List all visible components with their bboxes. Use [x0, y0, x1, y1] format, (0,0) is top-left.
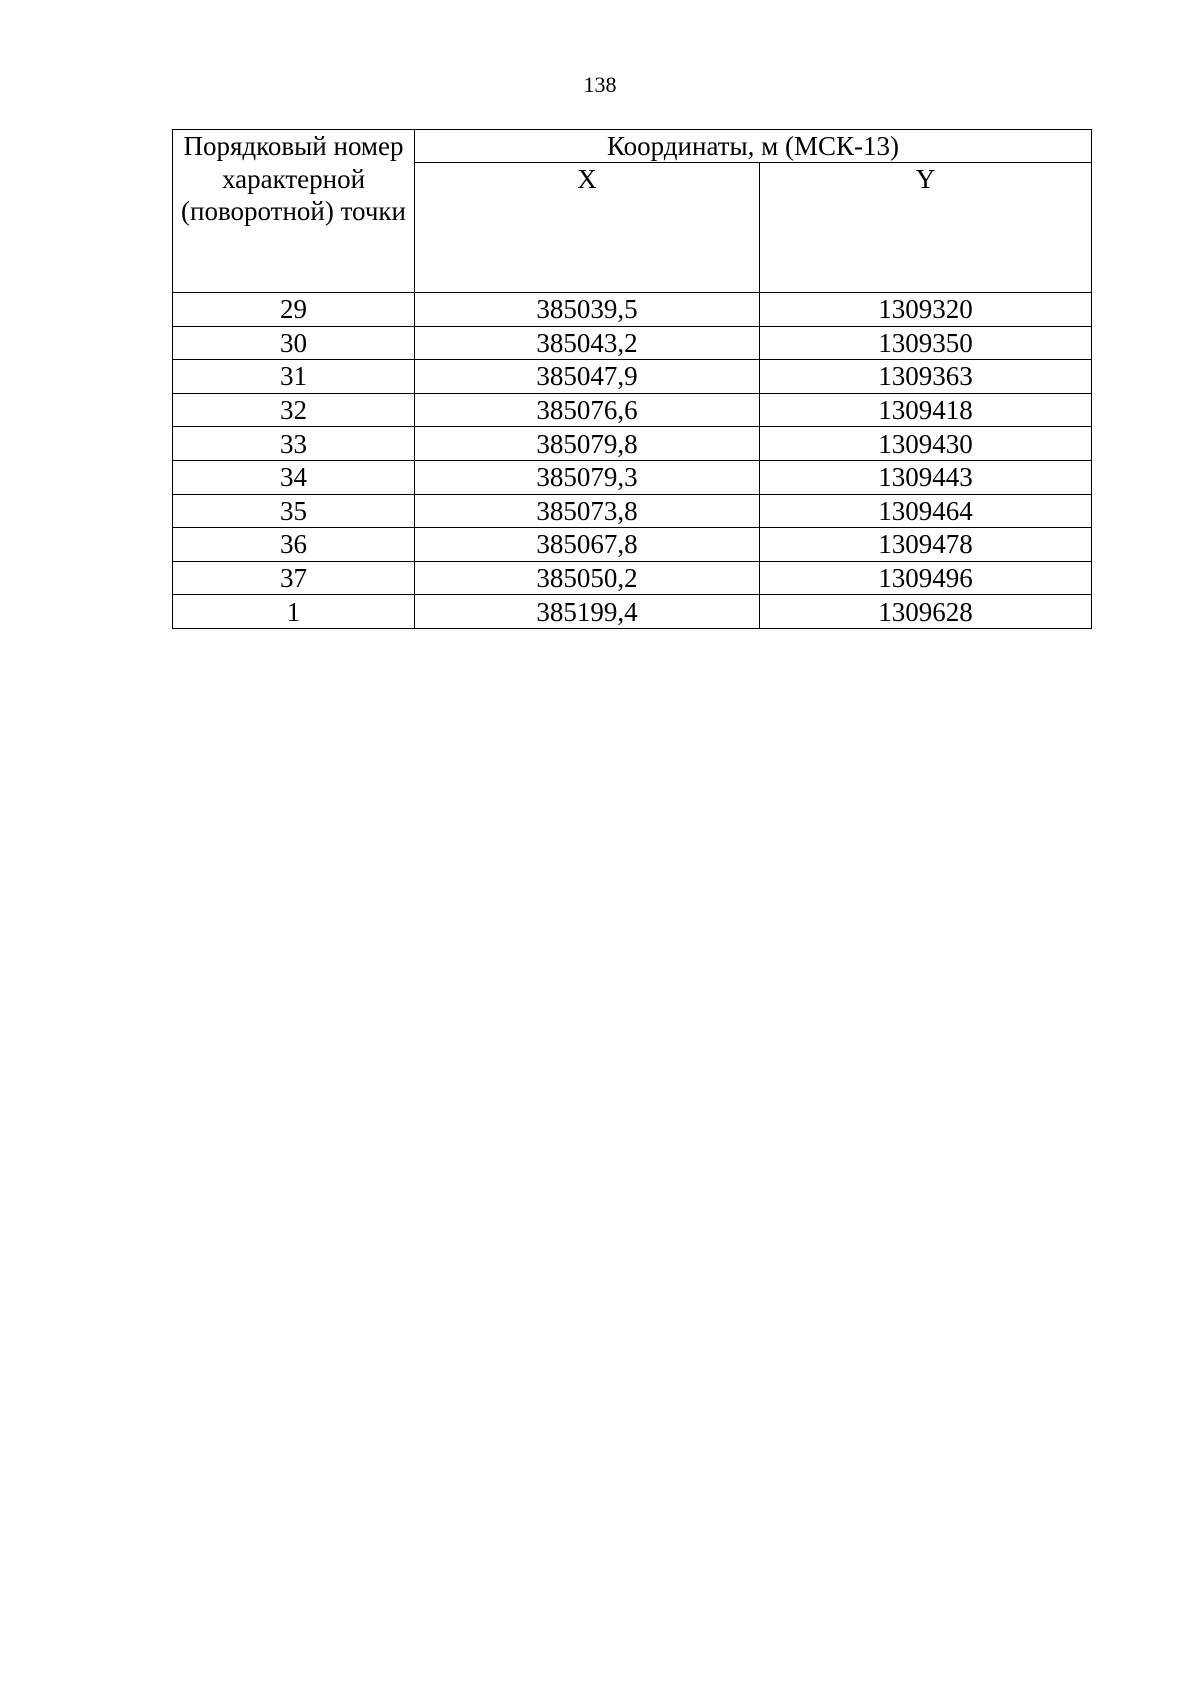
table-row: [173, 528, 1092, 562]
point-number-cell: 36: [173, 528, 415, 562]
x-coordinate-cell: 385043,2: [415, 326, 760, 360]
table-row: [173, 595, 1092, 629]
x-coordinate-cell: 385067,8: [415, 528, 760, 562]
y-coordinate-cell: 1309430: [760, 427, 1092, 461]
table-row: [173, 460, 1092, 494]
x-coordinate-cell: 385047,9: [415, 360, 760, 394]
y-coordinate-cell: 1309418: [760, 393, 1092, 427]
y-coordinate-cell: 1309478: [760, 528, 1092, 562]
point-number-cell: 34: [173, 460, 415, 494]
coordinates-table: [172, 129, 1092, 629]
x-coordinate-cell: 385039,5: [415, 293, 760, 327]
point-number-cell: 32: [173, 393, 415, 427]
y-coordinate-cell: 1309464: [760, 494, 1092, 528]
x-header: X: [415, 163, 760, 293]
y-coordinate-cell: 1309496: [760, 561, 1092, 595]
table-row: [173, 494, 1092, 528]
x-coordinate-cell: 385199,4: [415, 595, 760, 629]
point-number-cell: 33: [173, 427, 415, 461]
y-coordinate-cell: 1309628: [760, 595, 1092, 629]
table-row: [173, 293, 1092, 327]
point-number-cell: 37: [173, 561, 415, 595]
point-number-cell: 29: [173, 293, 415, 327]
y-coordinate-cell: 1309443: [760, 460, 1092, 494]
y-coordinate-cell: 1309363: [760, 360, 1092, 394]
x-coordinate-cell: 385079,8: [415, 427, 760, 461]
table-row: [173, 427, 1092, 461]
table-header-row: [173, 130, 1092, 163]
point-number-header: Порядковый номер характерной (поворотной) точки: [173, 130, 415, 293]
table-row: [173, 360, 1092, 394]
x-coordinate-cell: 385050,2: [415, 561, 760, 595]
point-number-cell: 1: [173, 595, 415, 629]
point-number-cell: 30: [173, 326, 415, 360]
coordinates-header: Координаты, м (МСК-13): [415, 130, 1092, 163]
y-coordinate-cell: 1309320: [760, 293, 1092, 327]
page-number: 138: [583, 72, 617, 97]
point-number-cell: 35: [173, 494, 415, 528]
table-row: [173, 561, 1092, 595]
y-header: Y: [760, 163, 1092, 293]
table-body: [173, 293, 1092, 629]
table-row: [173, 393, 1092, 427]
x-coordinate-cell: 385079,3: [415, 460, 760, 494]
table-row: [173, 326, 1092, 360]
x-coordinate-cell: 385076,6: [415, 393, 760, 427]
point-number-cell: 31: [173, 360, 415, 394]
x-coordinate-cell: 385073,8: [415, 494, 760, 528]
y-coordinate-cell: 1309350: [760, 326, 1092, 360]
